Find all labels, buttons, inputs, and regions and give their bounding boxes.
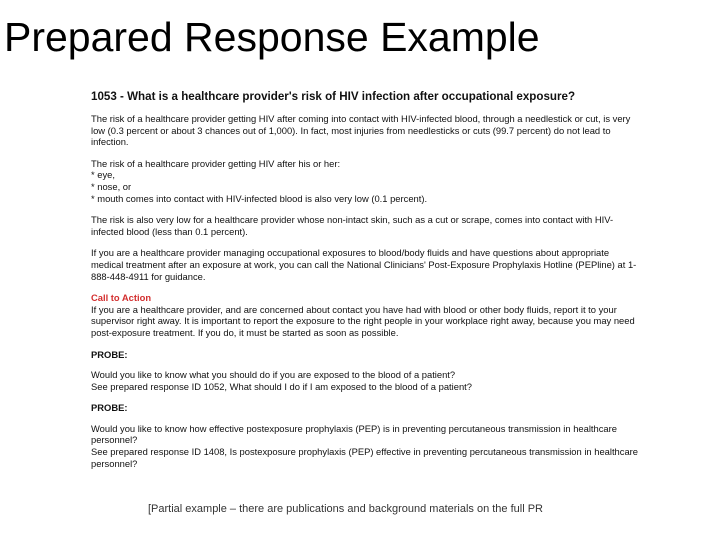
paragraph-risk-intro: The risk of a healthcare provider getting HIV after his or her: [91, 157, 341, 169]
probe-label: PROBE: [91, 348, 128, 360]
list-item-nose: * nose, or [91, 180, 132, 192]
probe-reference: See prepared response ID 1408, Is postexposure prophylaxis (PEP) effective in preventing percutaneous transmission in healthcare personnel? [91, 446, 639, 469]
probe-reference: See prepared response ID 1052, What should I do if I am exposed to the blood of a patient? [91, 380, 472, 392]
probe-section [91, 423, 643, 469]
prepared-response-document [91, 90, 643, 479]
call-to-action-heading: Call to Action [91, 292, 152, 304]
paragraph-risk-mucous [91, 158, 643, 204]
question-heading: 1053 - What is a healthcare provider's risk of HIV infection after occupational exposure? [91, 90, 576, 103]
probe-label: PROBE: [91, 402, 128, 414]
call-to-action-section [91, 292, 643, 338]
list-item-eye: * eye, [91, 169, 115, 181]
call-to-action-text: If you are a healthcare provider, and are concerned about contact you have had with blood or other body fluids, report it to your supervisor right away. It is important to report the exposure to the right people in your workplace right away, because you may need post-exposure treatment. If you do, it must be started as soon as possible. [91, 303, 635, 338]
probe-question: Would you like to know what you should do if you are exposed to the blood of a patient? [91, 369, 456, 381]
list-item-mouth: * mouth comes into contact with HIV-infected blood is also very low (0.1 percent). [91, 192, 428, 204]
probe-section [91, 369, 643, 392]
probe-question: Would you like to know how effective postexposure prophylaxis (PEP) is in preventing percutaneous transmission in healthcare personnel? [91, 422, 617, 446]
slide-title: Prepared Response Example [4, 14, 540, 60]
paragraph-pepline: If you are a healthcare provider managing occupational exposures to blood/body fluids and have questions about appropriate medical treatment after an exposure at work, you can call the National Clinicians' Post-Exposure Prophylaxis Hotline (PEPline) at 1-888-448-4911 for guidance. [91, 247, 637, 282]
paragraph-risk-needlestick: The risk of a healthcare provider getting HIV after coming into contact with HIV-infected blood, through a needlestick or cut, is very low (0.3 percent or about 3 chances out of 1,000). In fact, most injuries from needlesticks or cuts (99.7 percent) do not lead to infection. [91, 113, 631, 148]
paragraph-risk-skin: The risk is also very low for a healthcare provider whose non-intact skin, such as a cut or scrape, comes into contact with HIV-infected blood (less than 0.1 percent). [91, 214, 614, 237]
slide-caption: [Partial example – there are publications and background materials on the full PR [148, 503, 544, 515]
